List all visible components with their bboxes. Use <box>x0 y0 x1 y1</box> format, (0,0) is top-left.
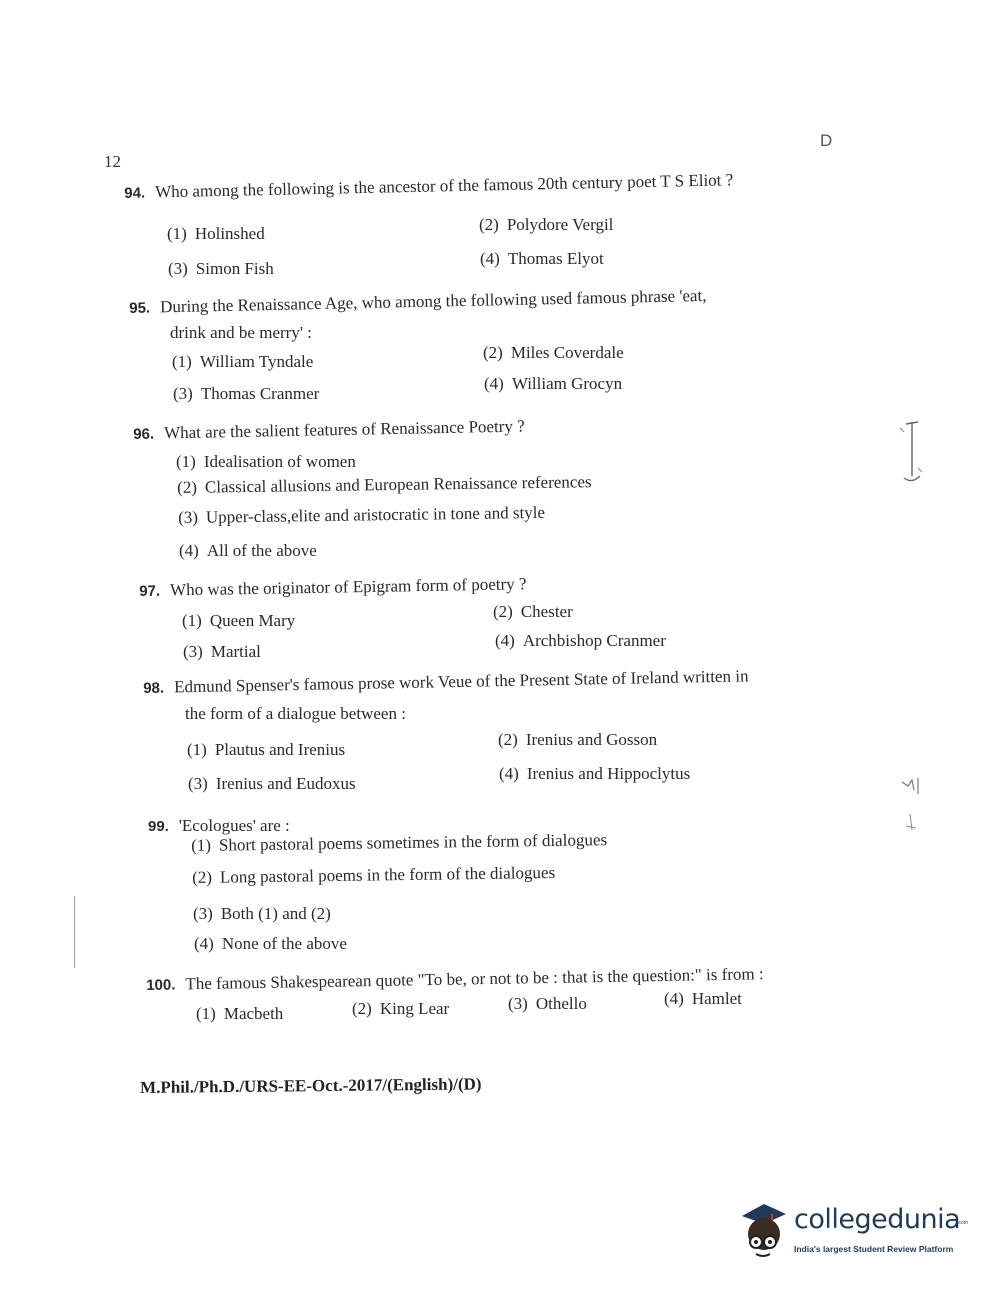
question-text: Edmund Spenser's famous prose work Veue of the Present State of Ireland written in <box>173 666 749 697</box>
option: (3) Simon Fish <box>168 259 274 278</box>
option: (4) William Grocyn <box>484 374 623 393</box>
set-code: D <box>820 131 833 150</box>
option: (1) Macbeth <box>196 1004 284 1023</box>
option: (1) Queen Mary <box>182 611 296 630</box>
question-number: 98. <box>143 679 165 697</box>
option: (4) Archbishop Cranmer <box>495 631 666 650</box>
option: (4) All of the above <box>179 541 317 560</box>
scan-mark <box>900 776 922 836</box>
mascot-icon <box>736 1198 792 1260</box>
question-number: 97. <box>139 582 161 600</box>
option: (3) Upper-class,elite and aristocratic in tone and style <box>178 502 546 527</box>
option: (1) Short pastoral poems sometimes in the form of dialogues <box>191 830 608 855</box>
question-number: 99. <box>148 818 169 835</box>
option: (1) Idealisation of women <box>176 452 356 471</box>
question-text: The famous Shakespearean quote "To be, or not to be : that is the question:" is from : <box>185 964 764 994</box>
question-98 <box>143 663 749 702</box>
option: (1) Plautus and Irenius <box>187 740 346 759</box>
option: (2) Miles Coverdale <box>483 343 624 362</box>
question-text: What are the salient features of Renaissance Poetry ? <box>163 416 525 443</box>
question-number: 96. <box>133 425 155 443</box>
logo-wordmark: collegedunia <box>794 1204 961 1235</box>
question-95 <box>129 283 707 322</box>
question-text: Who was the originator of Epigram form of poetry ? <box>169 574 527 600</box>
option: (3) Othello <box>508 994 587 1013</box>
question-text: During the Renaissance Age, who among the following used famous phrase 'eat, <box>159 285 707 317</box>
option: (2) Polydore Vergil <box>479 215 614 234</box>
question-97 <box>139 571 527 605</box>
option: (2) Chester <box>493 602 573 621</box>
option: (4) None of the above <box>194 934 347 953</box>
question-text: Who among the following is the ancestor of the famous 20th century poet T S Eliot ? <box>154 170 734 202</box>
question-text-continued: drink and be merry' : <box>170 323 312 342</box>
question-number: 95. <box>129 299 151 317</box>
option: (2) King Lear <box>352 999 450 1018</box>
logo-tagline: India's largest Student Review Platform <box>794 1244 954 1254</box>
option: (3) Irenius and Eudoxus <box>188 774 356 793</box>
option: (2) Irenius and Gosson <box>498 730 658 749</box>
question-number: 100. <box>146 976 176 994</box>
option: (3) Both (1) and (2) <box>193 904 331 923</box>
collegedunia-logo <box>736 1196 966 1266</box>
page-number: 12 <box>104 152 121 171</box>
question-text-continued: the form of a dialogue between : <box>185 704 406 723</box>
question-96 <box>133 413 525 448</box>
option: (3) Martial <box>183 642 261 661</box>
question-94 <box>124 167 733 207</box>
margin-line <box>74 896 75 968</box>
option: (2) Classical allusions and European Renaissance references <box>177 472 592 497</box>
option: (4) Thomas Elyot <box>480 249 604 268</box>
logo-suffix: .com <box>957 1220 968 1226</box>
option: (4) Hamlet <box>664 989 742 1008</box>
exam-code-footer: M.Phil./Ph.D./URS-EE-Oct.-2017/(English)/(D) <box>140 1074 482 1097</box>
question-number: 94. <box>124 184 146 202</box>
option: (1) William Tyndale <box>172 352 314 371</box>
option: (2) Long pastoral poems in the form of the dialogues <box>192 862 556 887</box>
option: (3) Thomas Cranmer <box>173 384 320 403</box>
question-text: 'Ecologues' are : <box>178 816 290 835</box>
scan-mark <box>898 418 924 488</box>
option: (4) Irenius and Hippoclytus <box>499 764 691 783</box>
option: (1) Holinshed <box>167 224 265 243</box>
